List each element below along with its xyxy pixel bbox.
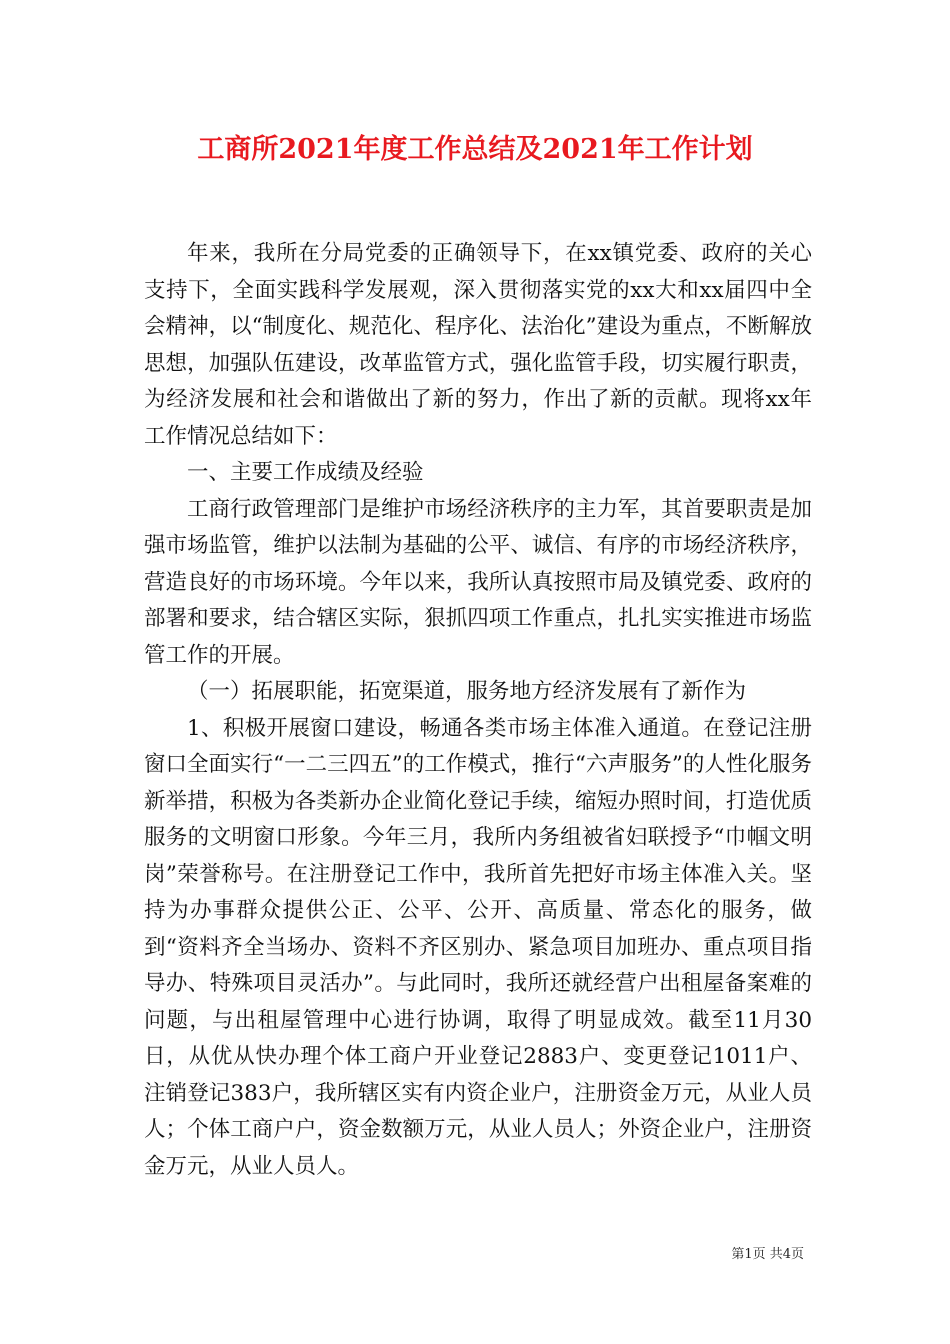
page-number: 第1页 共4页 xyxy=(731,1247,804,1262)
paragraph-section-1: 工商行政管理部门是维护市场经济秩序的主力军，其首要职责是加强市场监管，维护以法制为基础的公平、诚信、有序的市场经济秩序，营造良好的市场环境。今年以来，我所认真按照市局及镇党委、政府的部署和要求，结合辖区实际，狠抓四项工作重点，扎扎实实推进市场监管工作的开展。 xyxy=(144,496,812,668)
document-title: 工商所2021年度工作总结及2021年工作计划 xyxy=(197,134,753,165)
section-heading-1: 一、主要工作成绩及经验 xyxy=(187,460,424,485)
paragraph-intro: 年来，我所在分局党委的正确领导下，在xx镇党委、政府的关心支持下，全面实践科学发展观，深入贯彻落实党的xx大和xx届四中全会精神，以“制度化、规范化、程序化、法治化”建设为重点，不断解放思想，加强队伍建设，改革监管方式，强化监管手段，切实履行职责，为经济发展和社会和谐做出了新的努力，作出了新的贡献。现将xx年工作情况总结如下： xyxy=(144,241,812,449)
paragraph-item-1: 1、积极开展窗口建设，畅通各类市场主体准入通道。在登记注册窗口全面实行“一二三四五”的工作模式，推行“六声服务”的人性化服务新举措，积极为各类新办企业简化登记手续，缩短办照时间，打造优质服务的文明窗口形象。今年三月，我所内务组被省妇联授予“巾帼文明岗”荣誉称号。在注册登记工作中，我所首先把好市场主体准入关。坚持为办事群众提供公正、公平、公开、高质量、常态化的服务，做到“资料齐全当场办、资料不齐区别办、紧急项目加班办、重点项目指导办、特殊项目灵活办”。与此同时，我所还就经营户出租屋备案难的问题，与出租屋管理中心进行协调，取得了明显成效。截至11月30日，从优从快办理个体工商户开业登记2883户、变更登记1011户、注销登记383户，我所辖区实有内资企业户，注册资金万元，从业人员人；个体工商户户，资金数额万元，从业人员人；外资企业户，注册资金万元，从业人员人。 xyxy=(144,715,812,1179)
document-body xyxy=(144,236,812,1185)
subsection-heading-1: （一）拓展职能，拓宽渠道，服务地方经济发展有了新作为 xyxy=(187,679,747,704)
